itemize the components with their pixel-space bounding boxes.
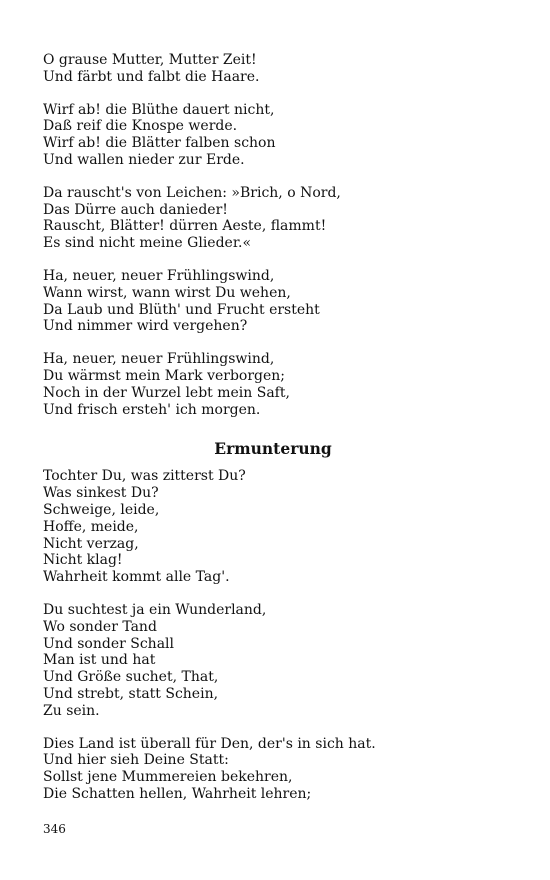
verse-line: Und färbt und falbt die Haare. <box>43 68 260 85</box>
verse-line: Und hier sieh Deine Statt: <box>43 752 229 769</box>
verse-line: Und sonder Schall <box>43 635 174 652</box>
verse-line: Da rauscht's von Leichen: »Brich, o Nord, <box>43 184 341 201</box>
verse-line: Und strebt, statt Schein, <box>43 685 219 702</box>
verse-line: Du suchtest ja ein Wunderland, <box>43 601 267 618</box>
verse-line: Wirf ab! die Blätter falben schon <box>43 135 276 152</box>
stanza <box>43 351 513 418</box>
poem-part-2 <box>43 468 513 802</box>
verse-line: O grause Mutter, Mutter Zeit! <box>43 52 257 68</box>
verse-line: Und wallen nieder zur Erde. <box>43 151 245 168</box>
stanza <box>43 468 513 586</box>
verse-line: Noch in der Wurzel lebt mein Saft, <box>43 384 290 401</box>
verse-line: Tochter Du, was zitterst Du? <box>43 468 246 485</box>
verse-line: Nicht klag! <box>43 552 123 569</box>
verse-line: Schweige, leide, <box>43 501 160 518</box>
verse-line: Ha, neuer, neuer Frühlingswind, <box>43 267 275 284</box>
poem-page <box>43 52 513 819</box>
stanza <box>43 268 513 335</box>
section-title: Ermunterung <box>214 439 332 459</box>
stanza <box>43 102 513 169</box>
verse-line: Wo sonder Tand <box>43 618 157 635</box>
verse-line: Du wärmst mein Mark verborgen; <box>43 367 286 384</box>
verse-line: Es sind nicht meine Glieder.« <box>43 235 252 252</box>
verse-line: Wann wirst, wann wirst Du wehen, <box>43 284 291 301</box>
verse-line: Daß reif die Knospe werde. <box>43 118 238 135</box>
verse-line: Sollst jene Mummereien bekehren, <box>43 769 293 786</box>
verse-line: Wirf ab! die Blüthe dauert nicht, <box>43 101 275 118</box>
verse-line: Und frisch ersteh' ich morgen. <box>43 401 261 418</box>
verse-line: Dies Land ist überall für Den, der's in sich hat. <box>43 735 376 752</box>
stanza <box>43 52 513 86</box>
stanza <box>43 736 513 803</box>
verse-line: Rauscht, Blätter! dürren Aeste, flammt! <box>43 218 327 235</box>
verse-line: Man ist und hat <box>43 652 156 669</box>
verse-line: Das Dürre auch danieder! <box>43 201 228 218</box>
verse-line: Nicht verzag, <box>43 535 139 552</box>
verse-line: Zu sein. <box>43 702 100 719</box>
poem-part-1 <box>43 52 513 418</box>
verse-line: Da Laub und Blüth' und Frucht ersteht <box>43 301 320 318</box>
verse-line: Hoffe, meide, <box>43 518 139 535</box>
page-number: 346 <box>43 822 66 836</box>
verse-line: Wahrheit kommt alle Tag'. <box>43 569 230 586</box>
stanza <box>43 602 513 720</box>
verse-line: Ha, neuer, neuer Frühlingswind, <box>43 351 275 368</box>
stanza <box>43 185 513 252</box>
verse-line: Und nimmer wird vergehen? <box>43 318 248 335</box>
verse-line: Was sinkest Du? <box>43 485 159 502</box>
verse-line: Die Schatten hellen, Wahrheit lehren; <box>43 785 312 802</box>
verse-line: Und Größe suchet, That, <box>43 669 219 686</box>
